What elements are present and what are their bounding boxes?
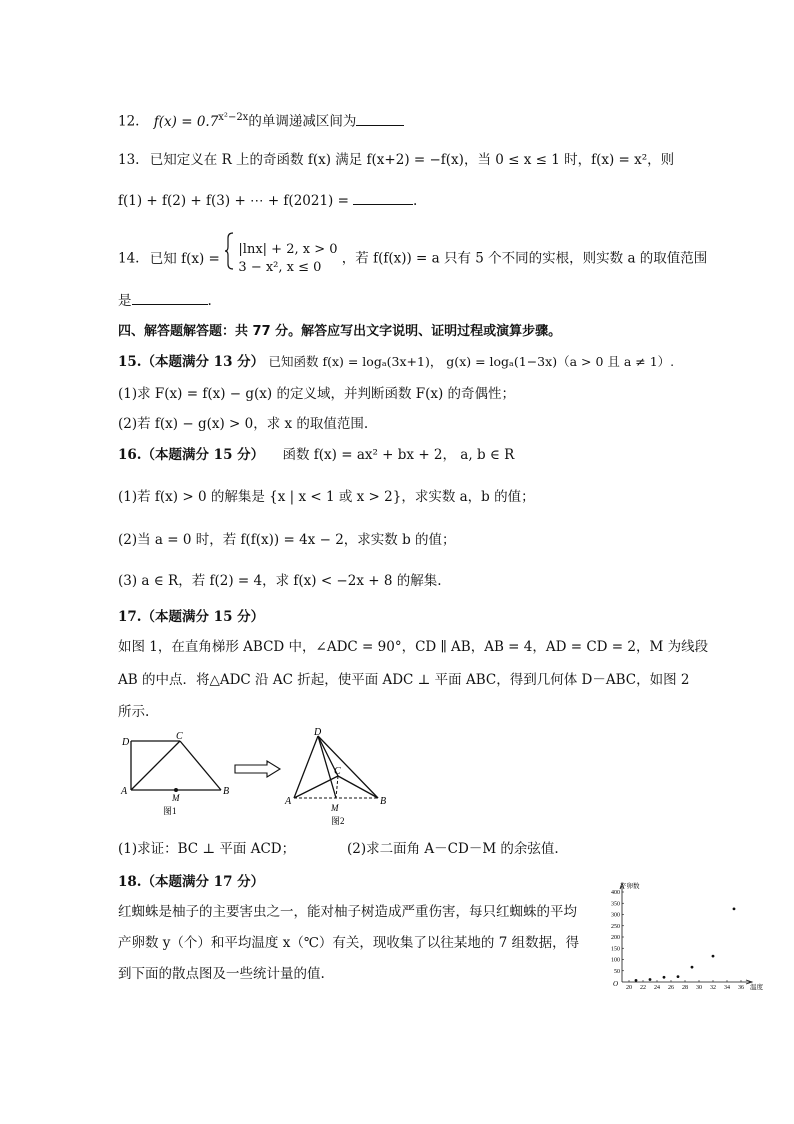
question-16-stem: [118, 445, 514, 465]
answer-blank[interactable]: [132, 290, 208, 305]
question-number: 14.: [118, 250, 140, 267]
transform-arrow-icon: [233, 760, 283, 778]
data-point: [677, 975, 680, 978]
label-m: M: [172, 793, 180, 803]
question-13-line-1: [118, 150, 674, 170]
origin-label: O: [613, 980, 619, 988]
label-d: D: [122, 737, 130, 748]
exponent: x²−2x: [218, 112, 249, 123]
question-17-line-3: 所示.: [118, 704, 150, 720]
figure-2-tetrahedron: [284, 726, 394, 830]
x-tick-label: 30: [696, 985, 702, 990]
label-d: D: [314, 727, 322, 738]
answer-blank[interactable]: [353, 190, 413, 205]
piecewise-cases: [238, 241, 337, 277]
label-a: A: [121, 786, 128, 797]
x-tick-label: 26: [668, 985, 674, 990]
y-tick-label: 50: [614, 968, 620, 975]
question-text: 已知定义在 R 上的奇函数 f(x) 满足 f(x+2) = −f(x)，当 0 ≤ x ≤ 1 时，f(x) = x²，则: [149, 152, 675, 168]
y-tick-label: 100: [611, 957, 620, 964]
label-a: A: [285, 796, 292, 807]
x-tick-label: 36: [738, 985, 744, 990]
label-c: C: [176, 732, 183, 742]
case-2: 3 − x², x ≤ 0: [238, 260, 322, 275]
question-17-part-2: (2)求二面角 A－CD－M 的余弦值.: [347, 841, 559, 857]
data-point: [691, 966, 694, 969]
x-tick-label: 34: [724, 985, 730, 990]
y-axis-label: 产卵数: [620, 883, 640, 890]
question-header: 15.（本题满分 13 分）: [118, 354, 265, 370]
y-tick-label: 400: [611, 890, 620, 896]
question-15-part-1: (1)求 F(x) = f(x) − g(x) 的定义域，并判断函数 F(x) 的奇偶性；: [118, 386, 516, 402]
x-tick-label: 28: [682, 985, 688, 990]
question-15-stem: [118, 352, 674, 372]
question-number: 12.: [118, 113, 140, 130]
label-m: M: [331, 803, 339, 813]
question-16-part-2: (2)当 a = 0 时，若 f(f(x)) = 4x − 2，求实数 b 的值；: [118, 532, 456, 548]
x-tick-label: 22: [640, 985, 646, 990]
label-c: C: [334, 766, 341, 777]
scatter-chart: [600, 878, 770, 990]
question-14-line-2: 是 .: [118, 290, 212, 311]
question-16-part-3: (3) a ∈ R，若 f(2) = 4，求 f(x) < −2x + 8 的解集.: [118, 573, 442, 589]
figure-caption: 图1: [163, 806, 177, 816]
data-point: [663, 976, 666, 979]
question-14: [118, 232, 707, 286]
question-18-line-2: 产卵数 y（个）和平均温度 x（℃）有关，现收集了以往某地的 7 组数据，得: [118, 935, 580, 951]
y-tick-label: 250: [611, 923, 620, 930]
question-text: 函数 f(x) = ax² + bx + 2， a, b ∈ R: [282, 447, 515, 463]
question-text: f(1) + f(2) + f(3) + ⋯ + f(2021) =: [118, 193, 349, 209]
figure-1-trapezoid: [118, 732, 238, 822]
y-tick-label: 150: [611, 946, 620, 953]
x-tick-label: 32: [710, 985, 716, 990]
question-17-line-2: AB 的中点．将△ADC 沿 AC 折起，使平面 ADC ⊥ 平面 ABC，得到几何体 D－ABC，如图 2: [118, 672, 690, 688]
figure-caption: 图2: [331, 816, 345, 826]
data-point: [712, 955, 715, 958]
question-17-line-1: 如图 1，在直角梯形 ABCD 中，∠ADC = 90°，CD ∥ AB，AB = 4，AD = CD = 2，M 为线段: [118, 639, 709, 655]
formula: f(x) = 0.7: [153, 113, 219, 130]
question-text: 的单调递减区间为: [248, 113, 357, 130]
piecewise-brace-icon: [224, 232, 234, 286]
label-b: B: [223, 786, 230, 797]
data-point: [635, 979, 638, 982]
question-text: 已知 f(x) =: [149, 250, 220, 267]
y-tick-label: 200: [611, 935, 620, 941]
x-tick-label: 24: [654, 985, 660, 990]
x-axis-label: 温度: [750, 984, 763, 990]
case-1: |lnx| + 2, x > 0: [238, 242, 338, 257]
data-point: [649, 978, 652, 981]
question-12: [118, 108, 404, 132]
section-heading: 四、解答题解答题：共 77 分。解答应写出文字说明、证明过程或演算步骤。: [118, 324, 562, 339]
y-tick-label: 350: [611, 901, 620, 908]
question-17-header: 17.（本题满分 15 分）: [118, 609, 265, 625]
answer-blank[interactable]: [356, 111, 404, 126]
data-point: [733, 907, 736, 910]
y-tick-label: 300: [611, 912, 620, 919]
question-16-part-1: (1)若 f(x) > 0 的解集是 {x | x < 1 或 x > 2}，求实数 a，b 的值；: [118, 489, 535, 505]
question-text: ，若 f(f(x)) = a 只有 5 个不同的实根，则实数 a 的取值范围: [341, 250, 708, 267]
x-tick-label: 20: [626, 985, 632, 990]
midpoint-m-dot: [174, 788, 178, 792]
question-15-part-2: (2)若 f(x) − g(x) > 0，求 x 的取值范围.: [118, 416, 369, 432]
question-18-header: 18.（本题满分 17 分）: [118, 874, 265, 890]
question-header: 16.（本题满分 15 分）: [118, 447, 265, 463]
question-17-part-1: (1)求证：BC ⊥ 平面 ACD；: [118, 841, 296, 857]
question-text: 已知函数 f(x) = logₐ(3x+1)， g(x) = logₐ(1−3x)（a > 0 且 a ≠ 1）.: [268, 354, 675, 369]
question-text: 是: [118, 293, 132, 309]
question-18-line-1: 红蜘蛛是柚子的主要害虫之一，能对柚子树造成严重伤害，每只红蜘蛛的平均: [118, 904, 577, 920]
question-13-line-2: f(1) + f(2) + f(3) + ⋯ + f(2021) = .: [118, 190, 417, 211]
question-18-line-3: 到下面的散点图及一些统计量的值.: [118, 966, 325, 982]
question-number: 13.: [118, 152, 140, 168]
label-b: B: [380, 796, 387, 807]
